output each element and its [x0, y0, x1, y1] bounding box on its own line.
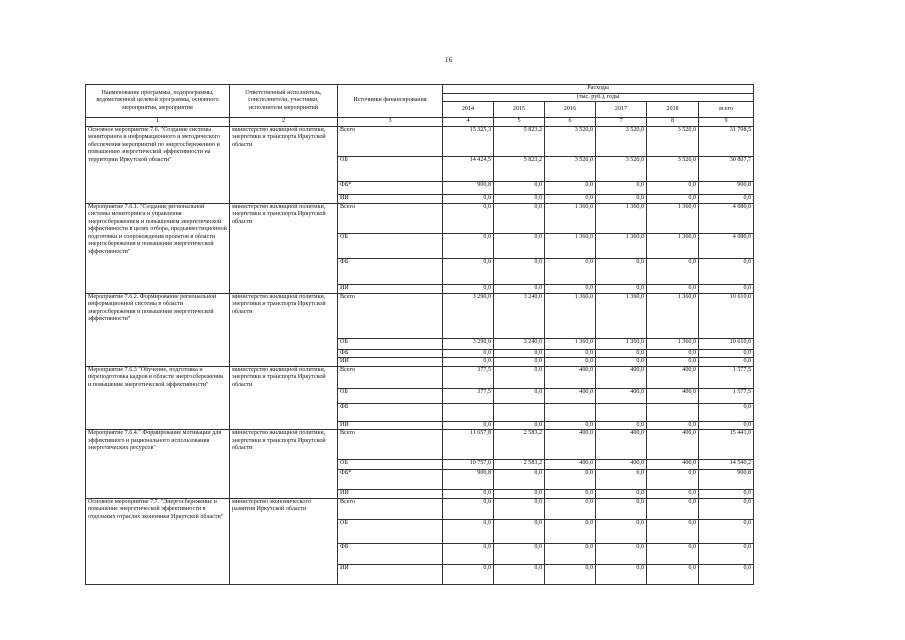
- year-value: [596, 403, 647, 421]
- year-value: 1 360,0: [596, 293, 647, 338]
- year-value: 14 424,5: [443, 156, 494, 181]
- year-value: 1 360,0: [647, 203, 699, 233]
- funding-source: Всего: [338, 430, 443, 460]
- year-value: 0,0: [443, 258, 494, 284]
- column-index: 3: [338, 118, 443, 127]
- year-value: 0,0: [494, 519, 545, 543]
- year-value: 400,0: [647, 460, 699, 470]
- year-value: 400,0: [647, 430, 699, 460]
- funding-source: Всего: [338, 126, 443, 156]
- year-value: 1 360,0: [545, 203, 596, 233]
- funding-source: ФБ: [338, 403, 443, 421]
- year-value: 0,0: [596, 194, 647, 203]
- year-value: 0,0: [494, 564, 545, 584]
- year-value: 0,0: [596, 358, 647, 367]
- year-value: 0,0: [596, 284, 647, 293]
- year-value: 3 290,0: [443, 338, 494, 349]
- year-value: 400,0: [596, 460, 647, 470]
- funding-source: ИИ: [338, 421, 443, 430]
- year-value: 0,0: [545, 284, 596, 293]
- year-value: 2 583,2: [494, 430, 545, 460]
- funding-source: ФБ: [338, 543, 443, 564]
- year-value: 0,0: [647, 258, 699, 284]
- total-value: 4 080,0: [699, 233, 754, 258]
- column-index-row: [86, 118, 754, 127]
- activity-name: Мероприятие 7.6.4." Формирование мотивации для эффективного и рационального использования энергетических ресурсов": [86, 430, 230, 499]
- total-value: 0,0: [699, 358, 754, 367]
- funding-source: Всего: [338, 203, 443, 233]
- year-value: 0,0: [443, 203, 494, 233]
- year-value: 0,0: [443, 233, 494, 258]
- table-row: [86, 126, 754, 156]
- year-value: 0,0: [545, 470, 596, 490]
- budget-table: [85, 84, 754, 585]
- year-value: 1 360,0: [647, 338, 699, 349]
- total-value: 1 577,5: [699, 366, 754, 388]
- header-units: (тыс. руб.), годы: [443, 93, 754, 102]
- year-value: 0,0: [596, 349, 647, 358]
- activity-name: Основное мероприятие 7.6. "Создание системы мониторинга и информационного и методического обеспечения мероприятий по энергосбережению и повышению энергетической эффективности на территории Иркутской области": [86, 126, 230, 203]
- responsible-executor: министерство экономического развития Иркутской области: [230, 498, 338, 584]
- total-value: 0,0: [699, 258, 754, 284]
- year-value: 3 520,0: [596, 126, 647, 156]
- total-value: 15 441,0: [699, 430, 754, 460]
- year-value: 0,0: [545, 421, 596, 430]
- year-value: 0,0: [443, 498, 494, 519]
- column-index: 7: [596, 118, 647, 127]
- year-value: 0,0: [545, 498, 596, 519]
- column-index: 9: [699, 118, 754, 127]
- year-value: 400,0: [545, 430, 596, 460]
- year-value: 0,0: [443, 349, 494, 358]
- year-value: 400,0: [647, 366, 699, 388]
- year-value: 0,0: [545, 543, 596, 564]
- year-value: 0,0: [596, 490, 647, 499]
- year-value: 0,0: [443, 490, 494, 499]
- year-value: 0,0: [647, 194, 699, 203]
- funding-source: ИИ: [338, 194, 443, 203]
- year-value: 0,0: [494, 181, 545, 194]
- column-index: 5: [494, 118, 545, 127]
- total-value: 14 540,2: [699, 460, 754, 470]
- year-value: 0,0: [494, 203, 545, 233]
- funding-source: ИИ: [338, 358, 443, 367]
- year-value: 0,0: [443, 358, 494, 367]
- year-value: 0,0: [494, 498, 545, 519]
- year-value: 0,0: [545, 194, 596, 203]
- year-value: 0,0: [443, 519, 494, 543]
- year-value: 0,0: [647, 284, 699, 293]
- funding-source: Всего: [338, 366, 443, 388]
- total-value: 0,0: [699, 564, 754, 584]
- activity-name: Мероприятие 7.6.1. "Создание региональной системы мониторинга и управления энергосбережением и повышением энергетической эффективности в целях отбора, предынвестиционной подготовки и сопровождения проектов в области энергосбережения и повышения энергетической эффективности": [86, 203, 230, 293]
- year-value: 900,8: [443, 181, 494, 194]
- year-value: 400,0: [545, 388, 596, 403]
- year-value: 0,0: [494, 470, 545, 490]
- table-row: [86, 366, 754, 388]
- year-value: 0,0: [596, 564, 647, 584]
- year-value: 0,0: [545, 258, 596, 284]
- year-value: 3 520,0: [545, 156, 596, 181]
- year-value: 0,0: [494, 358, 545, 367]
- column-index: 6: [545, 118, 596, 127]
- year-value: 0,0: [596, 470, 647, 490]
- total-value: 4 080,0: [699, 203, 754, 233]
- table-row: [86, 498, 754, 519]
- year-value: 0,0: [596, 519, 647, 543]
- header-program-name: Наименование программы, подпрограммы, ведомственной целевой программы, основного мероприятия, мероприятия: [86, 85, 230, 118]
- year-value: 0,0: [545, 349, 596, 358]
- year-value: 3 520,0: [545, 126, 596, 156]
- year-value: 0,0: [596, 543, 647, 564]
- funding-source: ИИ: [338, 284, 443, 293]
- year-value: 400,0: [596, 430, 647, 460]
- year-value: 0,0: [647, 498, 699, 519]
- year-value: 3 520,0: [647, 126, 699, 156]
- year-value: 0,0: [647, 349, 699, 358]
- year-value: 0,0: [596, 258, 647, 284]
- header-year: 2018: [647, 102, 699, 118]
- funding-source: ОБ: [338, 388, 443, 403]
- activity-name: Мероприятие 7.6.3 "Обучение, подготовка и переподготовка кадров в области энергосбережения и повышения энергетической эффективности": [86, 366, 230, 430]
- funding-source: ИИ: [338, 490, 443, 499]
- year-value: 0,0: [494, 490, 545, 499]
- table-body: [86, 126, 754, 584]
- responsible-executor: министерство жилищной политики, энергетики и транспорта Иркутской области: [230, 293, 338, 366]
- column-index: 8: [647, 118, 699, 127]
- responsible-executor: министерство жилищной политики, энергетики и транспорта Иркутской области: [230, 126, 338, 203]
- header-executor: Ответственный исполнитель, соисполнители, участники, исполнители мероприятий: [230, 85, 338, 118]
- header-year: 2016: [545, 102, 596, 118]
- year-value: 0,0: [596, 181, 647, 194]
- year-value: 0,0: [494, 284, 545, 293]
- year-value: 400,0: [647, 388, 699, 403]
- header-year: 2014: [443, 102, 494, 118]
- year-value: 15 325,3: [443, 126, 494, 156]
- year-value: 377,5: [443, 366, 494, 388]
- year-value: 3 240,0: [494, 338, 545, 349]
- year-value: 400,0: [596, 366, 647, 388]
- year-value: 0,0: [494, 258, 545, 284]
- year-value: [647, 403, 699, 421]
- year-value: 400,0: [545, 366, 596, 388]
- funding-source: Всего: [338, 293, 443, 338]
- year-value: 0,0: [494, 421, 545, 430]
- table-row: [86, 430, 754, 460]
- year-value: 0,0: [494, 349, 545, 358]
- total-value: 0,0: [699, 284, 754, 293]
- funding-source: ФБ: [338, 258, 443, 284]
- year-value: [494, 403, 545, 421]
- responsible-executor: министерство жилищной политики, энергетики и транспорта Иркутской области: [230, 366, 338, 430]
- year-value: 0,0: [647, 564, 699, 584]
- year-value: 0,0: [596, 498, 647, 519]
- total-value: 0,0: [699, 498, 754, 519]
- total-value: 31 708,5: [699, 126, 754, 156]
- funding-source: Всего: [338, 498, 443, 519]
- table-row: [86, 203, 754, 233]
- total-value: 900,8: [699, 181, 754, 194]
- year-value: 0,0: [647, 358, 699, 367]
- responsible-executor: министерство жилищной политики, энергетики и транспорта Иркутской области: [230, 203, 338, 293]
- year-value: 0,0: [647, 470, 699, 490]
- year-value: 0,0: [596, 421, 647, 430]
- funding-source: ОБ: [338, 338, 443, 349]
- funding-source: ФБ*: [338, 181, 443, 194]
- year-value: 0,0: [647, 490, 699, 499]
- year-value: 0,0: [443, 564, 494, 584]
- year-value: 3 520,0: [596, 156, 647, 181]
- page-number: 16: [445, 56, 453, 64]
- year-value: 3 240,0: [494, 293, 545, 338]
- total-value: 0,0: [699, 519, 754, 543]
- column-index: 2: [230, 118, 338, 127]
- year-value: 10 757,0: [443, 460, 494, 470]
- header-year: 2017: [596, 102, 647, 118]
- year-value: 1 360,0: [545, 338, 596, 349]
- year-value: 1 360,0: [545, 293, 596, 338]
- header-total: всего: [699, 102, 754, 118]
- year-value: 0,0: [545, 564, 596, 584]
- year-value: 0,0: [443, 194, 494, 203]
- year-value: 0,0: [647, 181, 699, 194]
- year-value: 0,0: [647, 421, 699, 430]
- total-value: 900,8: [699, 470, 754, 490]
- year-value: 11 657,8: [443, 430, 494, 460]
- year-value: 2 583,2: [494, 460, 545, 470]
- year-value: 1 360,0: [596, 338, 647, 349]
- column-index: 1: [86, 118, 230, 127]
- year-value: 0,0: [443, 543, 494, 564]
- year-value: 1 360,0: [647, 293, 699, 338]
- total-value: 0,0: [699, 403, 754, 421]
- funding-source: ИИ: [338, 564, 443, 584]
- year-value: 0,0: [443, 421, 494, 430]
- year-value: 0,0: [545, 490, 596, 499]
- column-index: 4: [443, 118, 494, 127]
- year-value: 0,0: [494, 366, 545, 388]
- year-value: 0,0: [494, 233, 545, 258]
- funding-source: ОБ: [338, 460, 443, 470]
- year-value: 0,0: [443, 284, 494, 293]
- header-expenses: Расходы: [443, 85, 754, 94]
- year-value: 0,0: [494, 543, 545, 564]
- activity-name: Основное мероприятие 7.7. "Энергосбережение и повышение энергетической эффективности в отдельных отраслях экономики Иркутской области": [86, 498, 230, 584]
- year-value: 0,0: [494, 388, 545, 403]
- year-value: 5 823,2: [494, 156, 545, 181]
- total-value: 0,0: [699, 194, 754, 203]
- total-value: 0,0: [699, 543, 754, 564]
- responsible-executor: министерство жилищной политики, энергетики и транспорта Иркутской области: [230, 430, 338, 499]
- year-value: 3 520,0: [647, 156, 699, 181]
- year-value: 0,0: [494, 194, 545, 203]
- total-value: 10 610,0: [699, 338, 754, 349]
- year-value: 1 360,0: [596, 233, 647, 258]
- year-value: 0,0: [647, 519, 699, 543]
- total-value: 10 610,0: [699, 293, 754, 338]
- year-value: 1 360,0: [596, 203, 647, 233]
- year-value: 0,0: [545, 358, 596, 367]
- year-value: [545, 403, 596, 421]
- total-value: 1 577,5: [699, 388, 754, 403]
- year-value: 5 823,2: [494, 126, 545, 156]
- funding-source: ФБ: [338, 349, 443, 358]
- funding-source: ОБ: [338, 233, 443, 258]
- total-value: 30 807,7: [699, 156, 754, 181]
- total-value: 0,0: [699, 349, 754, 358]
- year-value: [443, 403, 494, 421]
- activity-name: Мероприятие 7.6.2. Формирование региональной информационной системы в области энергосбережения и повышения энергетической эффективности": [86, 293, 230, 366]
- year-value: 1 360,0: [647, 233, 699, 258]
- year-value: 1 360,0: [545, 233, 596, 258]
- header-funding-source: Источники финансирования: [338, 85, 443, 118]
- table-header: [86, 85, 754, 127]
- total-value: 0,0: [699, 490, 754, 499]
- year-value: 400,0: [545, 460, 596, 470]
- year-value: 3 290,0: [443, 293, 494, 338]
- year-value: 0,0: [545, 519, 596, 543]
- year-value: 400,0: [596, 388, 647, 403]
- funding-source: ОБ: [338, 156, 443, 181]
- year-value: 377,5: [443, 388, 494, 403]
- funding-source: ФБ*: [338, 470, 443, 490]
- total-value: 0,0: [699, 421, 754, 430]
- year-value: 0,0: [647, 543, 699, 564]
- year-value: 900,8: [443, 470, 494, 490]
- year-value: 0,0: [545, 181, 596, 194]
- table-row: [86, 293, 754, 338]
- funding-source: ОБ: [338, 519, 443, 543]
- header-year: 2015: [494, 102, 545, 118]
